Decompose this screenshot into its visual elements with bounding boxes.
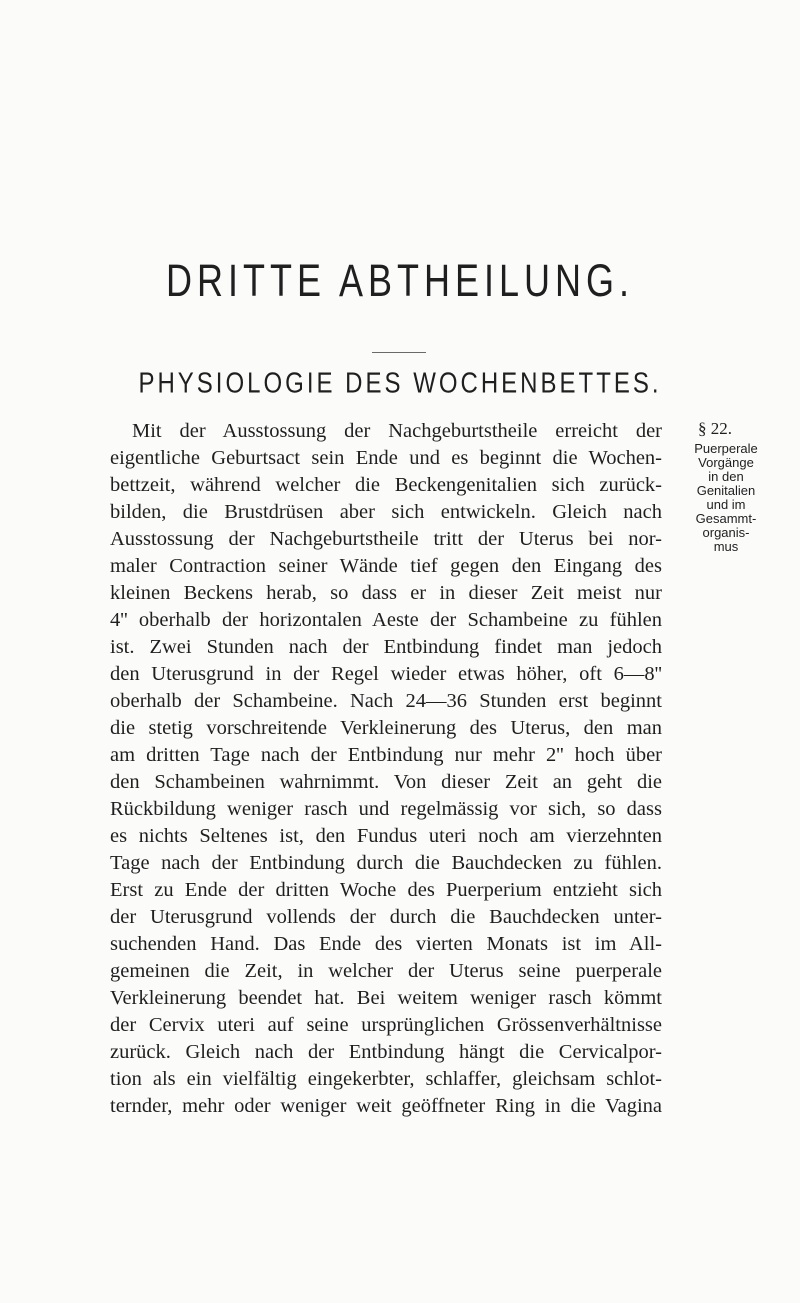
- text-line: Verkleinerung beendet hat. Bei weitem weniger rasch kömmt: [110, 987, 662, 1009]
- body-paragraph: [110, 418, 662, 1120]
- section-number: § 22.: [698, 419, 732, 438]
- text-line: am dritten Tage nach der Entbindung nur mehr 2'' hoch über: [110, 744, 662, 766]
- chapter-heading: PHYSIOLOGIE DES WOCHENBETTES.: [138, 367, 662, 400]
- text-line: den Uterusgrund in der Regel wieder etwas höher, oft 6—8'': [110, 663, 662, 685]
- text-line: gemeinen die Zeit, in welcher der Uterus seine puerperale: [110, 960, 662, 982]
- text-line: der Cervix uteri auf seine ursprünglichen Grössenverhältnisse: [110, 1014, 662, 1036]
- margin-note-line: Genitalien: [696, 483, 756, 498]
- text-line: den Schambeinen wahrnimmt. Von dieser Zeit an geht die: [110, 771, 662, 793]
- text-line: ist. Zwei Stunden nach der Entbindung findet man jedoch: [110, 636, 662, 658]
- text-line: Rückbildung weniger rasch und regelmässig vor sich, so dass: [110, 798, 662, 820]
- text-line: maler Contraction seiner Wände tief gegen den Eingang des: [110, 555, 662, 577]
- margin-note-line: Puerperale: [694, 441, 758, 456]
- text-line: suchenden Hand. Das Ende des vierten Monats ist im All-: [110, 933, 662, 955]
- margin-note-line: Gesammt-: [695, 511, 757, 526]
- text-line: der Uterusgrund vollends der durch die Bauchdecken unter-: [110, 906, 662, 928]
- text-line: Erst zu Ende der dritten Woche des Puerperium entzieht sich: [110, 879, 662, 901]
- text-line: bettzeit, während welcher die Beckengenitalien sich zurück-: [110, 474, 662, 496]
- text-line: 4'' oberhalb der horizontalen Aeste der Schambeine zu fühlen: [110, 609, 662, 631]
- margin-note-line: in den: [708, 469, 744, 484]
- margin-note-line: organis-: [702, 525, 750, 540]
- part-heading: DRITTE ABTHEILUNG.: [165, 254, 635, 306]
- heading-divider: [372, 352, 426, 353]
- text-line: kleinen Beckens herab, so dass er in dieser Zeit meist nur: [110, 582, 662, 604]
- text-line: ternder, mehr oder weniger weit geöffneter Ring in die Vagina: [110, 1095, 662, 1117]
- margin-notes: [674, 418, 800, 554]
- margin-note-line: Vorgänge: [698, 455, 754, 470]
- margin-note-line: und im: [706, 497, 746, 512]
- text-line: Ausstossung der Nachgeburtstheile tritt der Uterus bei nor-: [110, 528, 662, 550]
- text-line: tion als ein vielfältig eingekerbter, schlaffer, gleichsam schlot-: [110, 1068, 662, 1090]
- text-line: eigentliche Geburtsact sein Ende und es beginnt die Wochen-: [110, 447, 662, 469]
- margin-note-line: mus: [713, 539, 739, 554]
- text-line: bilden, die Brustdrüsen aber sich entwickeln. Gleich nach: [110, 501, 662, 523]
- text-line: zurück. Gleich nach der Entbindung hängt die Cervicalpor-: [110, 1041, 662, 1063]
- text-line: Tage nach der Entbindung durch die Bauchdecken zu fühlen.: [110, 852, 662, 874]
- text-line: oberhalb der Schambeine. Nach 24—36 Stunden erst beginnt: [110, 690, 662, 712]
- text-line: es nichts Seltenes ist, den Fundus uteri noch am vierzehnten: [110, 825, 662, 847]
- text-line: die stetig vorschreitende Verkleinerung des Uterus, den man: [110, 717, 662, 739]
- text-line: Mit der Ausstossung der Nachgeburtstheile erreicht der: [132, 420, 662, 442]
